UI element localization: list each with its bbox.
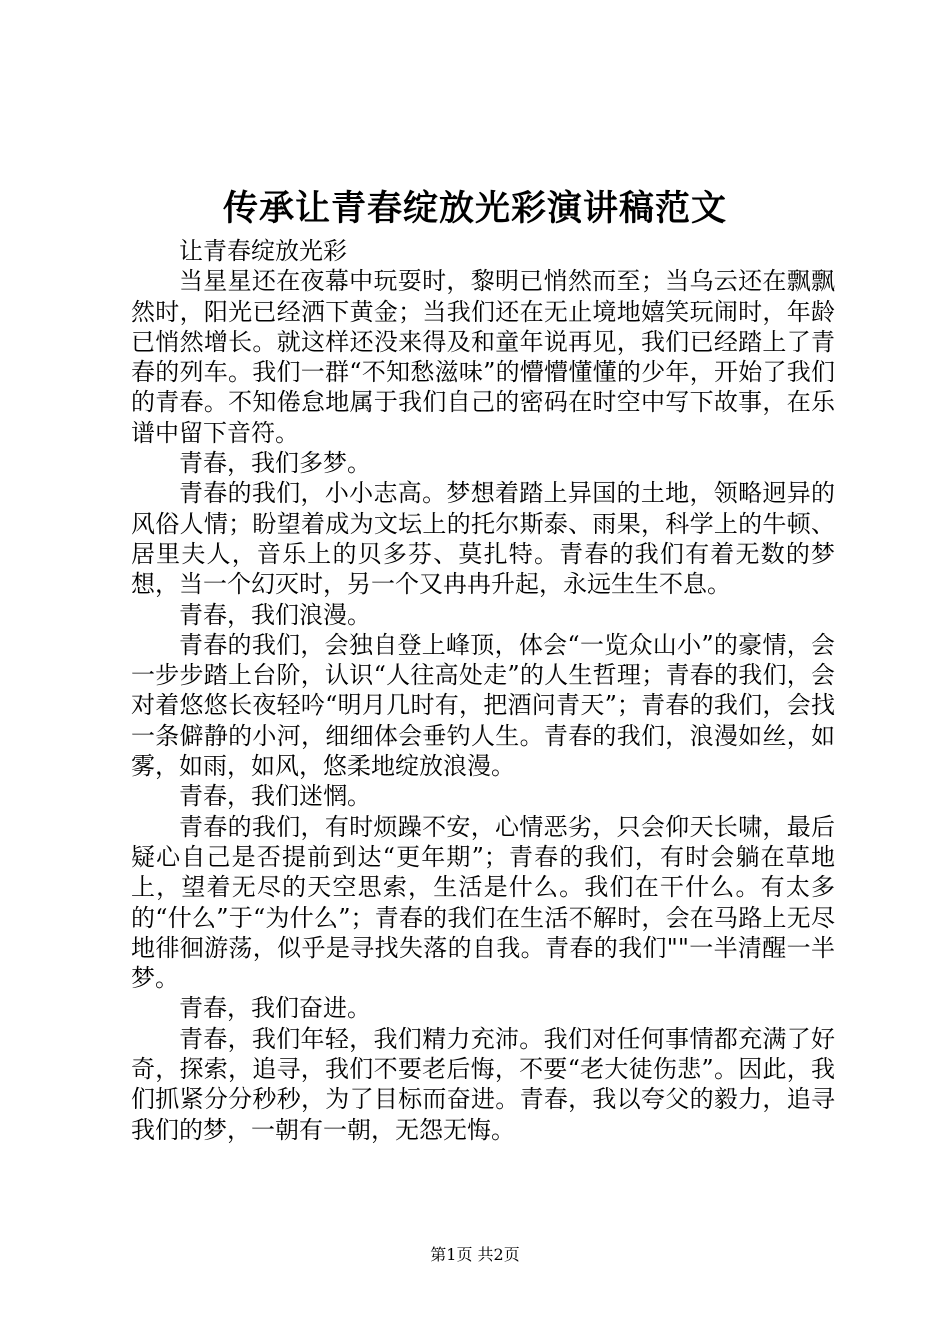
section-heading-paragraph: 青春，我们多梦。 — [179, 449, 371, 478]
body-paragraph: 青春的我们，有时烦躁不安，心情恶劣，只会仰天长啸，最后疑心自己是否提前到达“更年期”；青春的我们，有时会躺在草地上，望着无尽的天空思索，生活是什么。我们在干什么。有太多的“什么”于“为什么”；青春的我们在生活不解时，会在马路上无尽地徘徊游荡，似乎是寻找失落的自我。青春的我们""一半清醒一半梦。 — [131, 812, 835, 993]
body-paragraph: 当星星还在夜幕中玩耍时，黎明已悄然而至；当乌云还在飘飘然时，阳光已经洒下黄金；当我们还在无止境地嬉笑玩闹时，年龄已悄然增长。就这样还没来得及和童年说再见，我们已经踏上了青春的列车。我们一群“不知愁滋味”的懵懵懂懂的少年，开始了我们的青春。不知倦怠地属于我们自己的密码在时空中写下故事，在乐谱中留下音符。 — [131, 267, 835, 447]
subtitle-paragraph: 让青春绽放光彩 — [179, 237, 347, 265]
body-paragraph: 青春的我们，会独自登上峰顶，体会“一览众山小”的豪情，会一步步踏上台阶，认识“人往高处走”的人生哲理；青春的我们，会对着悠悠长夜轻吟“明月几时有，把酒问青天”；青春的我们，会找一条僻静的小河，细细体会垂钓人生。青春的我们，浪漫如丝，如雾，如雨，如风，悠柔地绽放浪漫。 — [131, 630, 835, 781]
section-heading-paragraph: 青春，我们奋进。 — [179, 994, 371, 1023]
body-paragraph: 青春的我们，小小志高。梦想着踏上异国的土地，领略迥异的风俗人情；盼望着成为文坛上的托尔斯泰、雨果，科学上的牛顿、居里夫人，音乐上的贝多芬、莫扎特。青春的我们有着无数的梦想，当一个幻灭时，另一个又冉冉升起，永远生生不息。 — [131, 479, 835, 599]
body-paragraph: 青春，我们年轻，我们精力充沛。我们对任何事情都充满了好奇，探索，追寻，我们不要老后悔，不要“老大徒伤悲”。因此，我们抓紧分分秒秒，为了目标而奋进。青春，我以夸父的毅力，追寻我们的梦，一朝有一朝，无怨无悔。 — [131, 1024, 835, 1144]
section-heading-paragraph: 青春，我们浪漫。 — [179, 600, 371, 629]
page-footer: 第1页 共2页 — [430, 1245, 520, 1264]
document-body — [131, 236, 835, 1145]
document-title: 传承让青春绽放光彩演讲稿范文 — [222, 188, 727, 229]
section-heading-paragraph: 青春，我们迷惘。 — [179, 782, 371, 811]
